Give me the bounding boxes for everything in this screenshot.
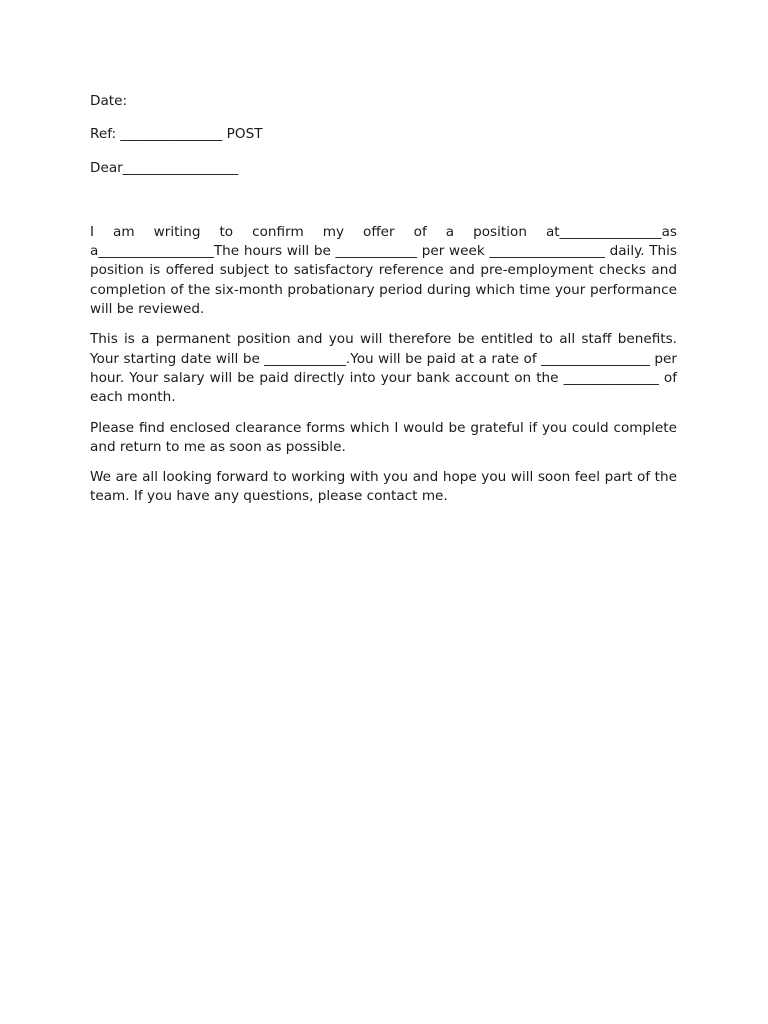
terms-paragraph: This is a permanent position and you will therefore be entitled to all staff benefits. Your starting date will be ____________.You will be paid at a rate of ________________ per hour. Your salary will be paid directly into your bank account on the ______________ of each month. xyxy=(90,331,677,406)
letter-body xyxy=(90,92,677,518)
offer-paragraph: I am writing to confirm my offer of a position at_______________as a_________________The hours will be ____________ per week _________________ daily. This position is offered subject to satisfactory reference and pre-employment checks and completion of the six-month probationary period during which time your performance will be reviewed. xyxy=(90,223,677,318)
reference-line: Ref: _______________ POST xyxy=(90,126,263,143)
closing-paragraph: We are all looking forward to working with you and hope you will soon feel part of the team. If you have any questions, please contact me. xyxy=(90,469,677,505)
clearance-paragraph: Please find enclosed clearance forms which I would be grateful if you could complete and return to me as soon as possible. xyxy=(90,419,677,455)
salutation-line: Dear_________________ xyxy=(90,159,239,176)
date-line: Date: xyxy=(90,93,128,109)
paragraph-spacer xyxy=(90,192,677,223)
